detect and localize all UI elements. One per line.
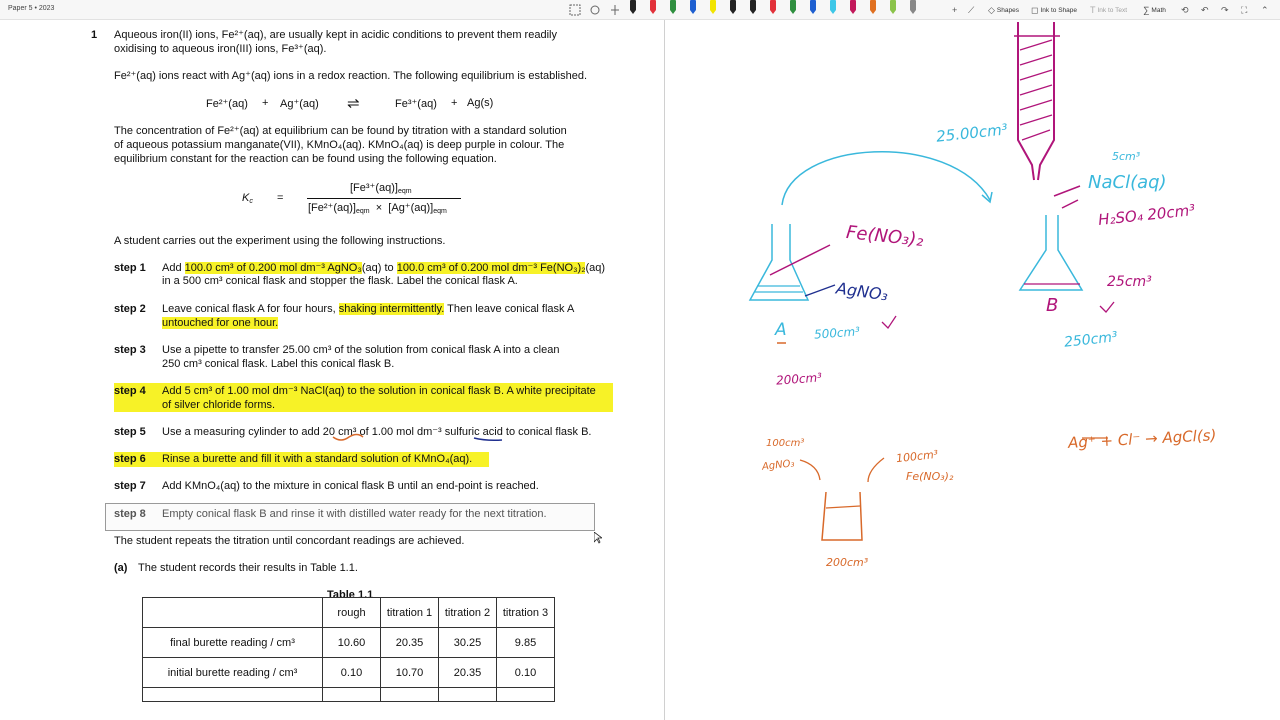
step-1-highlight-feno3: 100.0 cm³ of 0.200 mol dm⁻³ Fe(NO₃)₂	[396, 262, 586, 274]
table-cell: 20.35	[439, 658, 497, 688]
student-intro: A student carries out the experiment using the following instructions.	[114, 235, 446, 247]
transfer-arrowhead-ink	[982, 192, 992, 202]
kc-equals: =	[277, 192, 284, 204]
step-2-highlight-shaking: shaking intermittently.	[338, 303, 445, 315]
intro-line-2: oxidising to aqueous iron(III) ions, Fe³⁺(aq).	[114, 43, 327, 55]
precipitate-equation-ink: Ag⁺ + Cl⁻ → AgCl(s)	[1067, 426, 1217, 452]
notes-canvas[interactable]	[666, 20, 1280, 720]
step-1-label: step 1	[114, 262, 146, 274]
equation-rhs-fe3: Fe³⁺(aq)	[395, 98, 437, 110]
step-6-label: step 6	[114, 453, 146, 465]
equation-plus-2: +	[451, 97, 458, 109]
document-title: Paper 5 • 2023	[8, 5, 55, 12]
underline-sulfuric-ink	[474, 438, 502, 440]
pen-tool-15[interactable]	[906, 0, 920, 16]
ink-to-text-button[interactable]	[1090, 3, 1127, 17]
equation-rhs-ag: Ag(s)	[467, 97, 494, 109]
table-row-label: initial burette reading / cm³	[143, 658, 323, 688]
flask-a-drawing	[750, 224, 835, 300]
repeat-sentence: The student repeats the titration until concordant readings are achieved.	[114, 535, 465, 547]
math-button[interactable]	[1143, 3, 1166, 17]
math-label: Math	[1151, 6, 1166, 14]
pen-tool-5[interactable]	[706, 0, 720, 16]
step-4-label: step 4	[114, 385, 146, 397]
collapse-toolbar-icon[interactable]: ⌃	[1261, 4, 1269, 15]
concentration-line-3: equilibrium constant for the reaction can be found using the following equation.	[114, 153, 497, 165]
pen-tool-9[interactable]	[786, 0, 800, 16]
nacl-label-ink: NaCl(aq)	[1088, 172, 1167, 193]
table-header-cell: titration 1	[381, 598, 439, 628]
step-2-highlight-untouched: untouched for one hour.	[162, 317, 279, 329]
table-cell: 0.10	[323, 658, 381, 688]
flask-b-drawing	[1020, 186, 1082, 290]
concentration-line-2: of aqueous potassium manganate(VII), KMnO₄(aq). KMnO₄(aq) is deep purple in colour. The	[114, 139, 565, 151]
agno3-name-ink: AgNO₃	[761, 458, 796, 473]
burette-volume-ink: 25.00cm³	[935, 120, 1009, 146]
ink-to-shape-button[interactable]	[1031, 3, 1077, 17]
ink-replay-icon[interactable]: ⟲	[1181, 4, 1189, 15]
step-6-line-1: Rinse a burette and fill it with a standard solution of KMnO₄(aq).	[162, 453, 473, 465]
pen-tool-14[interactable]	[886, 0, 900, 16]
pen-tool-8[interactable]	[766, 0, 780, 16]
beaker-drawing	[800, 458, 884, 540]
flask-a-total-ink: 200cm³	[775, 370, 823, 388]
flask-b-capacity-ink: 250cm³	[1063, 329, 1119, 351]
flask-a-label-ink: A	[775, 320, 787, 340]
shapes-label: Shapes	[996, 6, 1019, 14]
flask-a-capacity-ink: 500cm³	[813, 324, 861, 342]
flask-b-volume-ink: 25cm³	[1107, 274, 1152, 290]
shapes-icon: ◇	[988, 4, 995, 15]
checkmark-ink	[882, 316, 896, 328]
add-pen-icon[interactable]: +	[952, 5, 958, 15]
ruler-icon[interactable]: ⟋	[968, 4, 975, 15]
flask-b-label-ink: B	[1046, 295, 1059, 316]
mouse-cursor-icon	[594, 532, 602, 544]
h2so4-label-ink: H₂SO₄ 20cm³	[1097, 200, 1197, 230]
redox-sentence: Fe²⁺(aq) ions react with Ag⁺(aq) ions in a redox reaction. The following equilibrium is established.	[114, 70, 588, 82]
step-1-line-2: in a 500 cm³ conical flask and stopper the flask. Label the conical flask A.	[162, 275, 518, 287]
step-7-line-1: Add KMnO₄(aq) to the mixture in conical flask B until an end-point is reached.	[162, 480, 539, 492]
agno3-label-ink: AgNO₃	[834, 278, 890, 305]
pen-tool-3[interactable]	[666, 0, 680, 16]
pen-tool-4[interactable]	[686, 0, 700, 16]
table-cell: 10.60	[323, 628, 381, 658]
transfer-arrow-ink	[782, 152, 990, 205]
math-icon: ∑	[1143, 5, 1150, 15]
step-5-line-1: Use a measuring cylinder to add 20 cm³ of 1.00 mol dm⁻³ sulfuric acid to conical flask B.	[162, 426, 592, 438]
table-header-cell: titration 3	[497, 598, 555, 628]
pen-tool-13[interactable]	[866, 0, 880, 16]
ink-to-shape-label: Ink to Shape	[1040, 6, 1077, 14]
step-1-highlight-agno3: 100.0 cm³ of 0.200 mol dm⁻³ AgNO₃	[184, 262, 362, 274]
ink-to-text-icon: T	[1090, 5, 1096, 15]
pen-tool-11[interactable]	[826, 0, 840, 16]
checkmark-ink	[1100, 302, 1114, 312]
table-cell: 20.35	[381, 628, 439, 658]
concentration-line-1: The concentration of Fe²⁺(aq) at equilibrium can be found by titration with a standard solution	[114, 125, 567, 137]
kc-denominator: $[Fe^{2+}(aq)]_{eqm} \times [Ag^+(aq)]_{eqm}$	[308, 202, 447, 215]
burette-drawing	[1014, 22, 1060, 180]
step-7-label: step 7	[114, 480, 146, 492]
pen-palette	[626, 0, 920, 20]
step-8-label: step 8	[114, 508, 146, 520]
step-4-line-2: of silver chloride forms.	[162, 399, 276, 411]
immersive-reader-icon[interactable]: ⛶	[1241, 4, 1248, 15]
fe-name-ink: Fe(NO₃)₂	[906, 470, 954, 483]
step-2-line-1: Leave conical flask A for four hours, shaking intermittently. Then leave conical flask A	[162, 303, 575, 315]
part-a-text: The student records their results in Table 1.1.	[138, 562, 358, 574]
step-1-line-1: Add 100.0 cm³ of 0.200 mol dm⁻³ AgNO₃(aq) to 100.0 cm³ of 0.200 mol dm⁻³ Fe(NO₃)₂(aq)	[162, 262, 606, 274]
ink-to-shape-icon: ◻	[1031, 4, 1039, 15]
kc-symbol: $K_c$	[242, 192, 253, 205]
table-header-cell: titration 2	[439, 598, 497, 628]
table-header-cell: rough	[323, 598, 381, 628]
step-4-line-1: Add 5 cm³ of 1.00 mol dm⁻³ NaCl(aq) to the solution in conical flask B. A white precipitate	[162, 385, 596, 397]
table-cell: 10.70	[381, 658, 439, 688]
table-row-label: final burette reading / cm³	[143, 628, 323, 658]
undo-icon[interactable]: ↶	[1201, 4, 1209, 15]
underline-20cm3-ink	[333, 435, 363, 441]
kc-numerator: $[Fe^{3+}(aq)]_{eqm}$	[350, 182, 412, 195]
beaker-total-ink: 200cm³	[826, 556, 869, 569]
equation-lhs-fe2: Fe²⁺(aq)	[206, 98, 248, 110]
step-8-line-1: Empty conical flask B and rinse it with distilled water ready for the next titration.	[162, 508, 547, 520]
step-5-label: step 5	[114, 426, 146, 438]
step-2-label: step 2	[114, 303, 146, 315]
question-number: 1	[91, 29, 98, 41]
step-3-line-2: 250 cm³ conical flask. Label this conical flask B.	[162, 358, 395, 370]
intro-line-1: Aqueous iron(II) ions, Fe²⁺(aq), are usually kept in acidic conditions to prevent them readily	[114, 29, 557, 41]
step-3-label: step 3	[114, 344, 146, 356]
table-title: Table 1.1	[327, 589, 374, 601]
equilibrium-arrow: ⇌	[347, 95, 360, 112]
fe-volume-ink: 100cm³	[895, 447, 939, 466]
agno3-volume-ink: 100cm³	[766, 438, 805, 449]
pen-tool-12[interactable]	[846, 0, 860, 16]
pen-tool-6[interactable]	[726, 0, 740, 16]
table-cell: 0.10	[497, 658, 555, 688]
pen-tool-10[interactable]	[806, 0, 820, 16]
table-cell: 9.85	[497, 628, 555, 658]
nacl-volume-ink: 5cm³	[1112, 150, 1141, 163]
step-3-line-1: Use a pipette to transfer 25.00 cm³ of the solution from conical flask A into a clean	[162, 344, 560, 356]
part-a-label: (a)	[114, 562, 128, 574]
pen-tool-7[interactable]	[746, 0, 760, 16]
fe-no3-label-ink: Fe(NO₃)₂	[845, 222, 925, 251]
table-cell: 30.25	[439, 628, 497, 658]
equation-plus-1: +	[262, 97, 269, 109]
equation-lhs-ag: Ag⁺(aq)	[280, 98, 319, 110]
redo-icon[interactable]: ↷	[1221, 4, 1229, 15]
shapes-button[interactable]	[988, 3, 1019, 17]
ink-to-text-label: Ink to Text	[1097, 6, 1128, 14]
